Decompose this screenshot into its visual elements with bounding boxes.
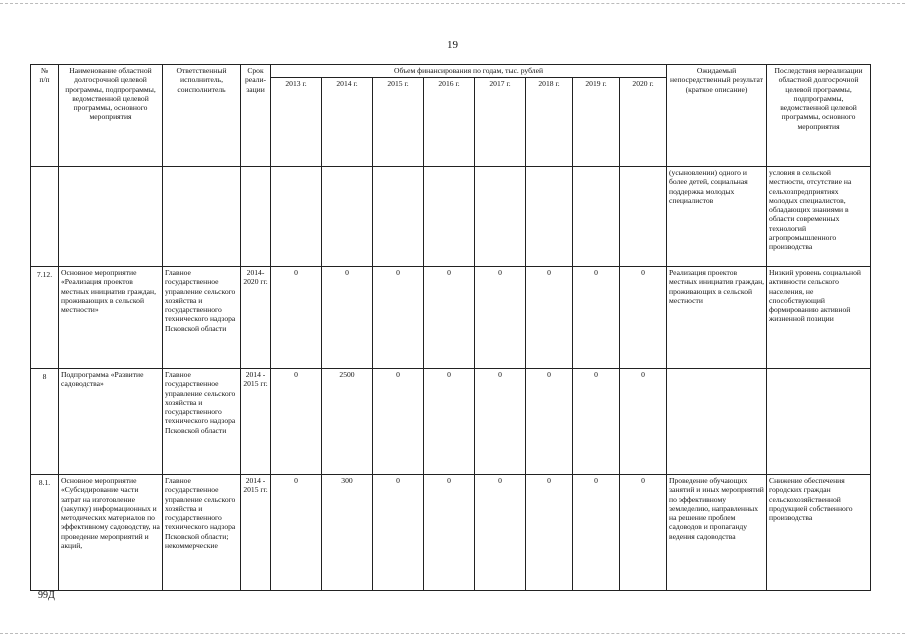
- header-term: Срок реали-зации: [241, 65, 271, 167]
- header-year: 2017 г.: [475, 78, 526, 167]
- row-value: 0: [271, 369, 322, 475]
- row-name: [59, 167, 163, 267]
- row-consequence: Низкий уровень социальной активности сельского населения, не способствующий формированию активной жизненной позиции: [767, 267, 871, 369]
- row-consequence: [767, 369, 871, 475]
- row-value: 0: [373, 267, 424, 369]
- row-value: 0: [373, 475, 424, 591]
- row-value: 0: [573, 475, 620, 591]
- row-value: 0: [620, 369, 667, 475]
- row-number: 8.1.: [31, 475, 59, 591]
- row-value: [373, 167, 424, 267]
- row-value: 0: [424, 475, 475, 591]
- table-row: [31, 267, 871, 369]
- row-result: (усыновлении) одного и более детей, социальная поддержка молодых специалистов: [667, 167, 767, 267]
- row-value: 0: [271, 267, 322, 369]
- row-value: 0: [573, 369, 620, 475]
- row-number: [31, 167, 59, 267]
- header-year: 2020 г.: [620, 78, 667, 167]
- row-value: [271, 167, 322, 267]
- row-value: 0: [620, 475, 667, 591]
- row-value: [573, 167, 620, 267]
- header-year: 2013 г.: [271, 78, 322, 167]
- row-consequence: условия в сельской местности, отсутствие на сельхозпредприятиях молодых специалистов, обладающих знаниями в области современных технологий агропромышленного производства: [767, 167, 871, 267]
- row-term: 2014 - 2015 гг.: [241, 369, 271, 475]
- table-row: [31, 167, 871, 267]
- financing-table: [30, 64, 871, 591]
- row-consequence: Снижение обеспечения городских граждан сельскохозяйственной продукцией собственного производства: [767, 475, 871, 591]
- row-term: 2014 - 2015 гг.: [241, 475, 271, 591]
- header-num: № п/п: [31, 65, 59, 167]
- row-term: 2014-2020 гг.: [241, 267, 271, 369]
- row-value: 0: [424, 267, 475, 369]
- row-value: 0: [526, 267, 573, 369]
- header-name: Наименование областной долгосрочной целевой программы, подпрограммы, ведомственной целевой программы, основного мероприятия: [59, 65, 163, 167]
- row-value: 300: [322, 475, 373, 591]
- row-value: 0: [526, 475, 573, 591]
- row-name: Подпрограмма «Развитие садоводства»: [59, 369, 163, 475]
- header-year: 2016 г.: [424, 78, 475, 167]
- row-value: [620, 167, 667, 267]
- row-value: 2500: [322, 369, 373, 475]
- row-executor: Главное государственное управление сельского хозяйства и государственного технического надзора Псковской области: [163, 267, 241, 369]
- row-value: 0: [424, 369, 475, 475]
- footer-code: 99Д: [38, 590, 55, 601]
- table-row: [31, 369, 871, 475]
- scan-edge-top: [0, 3, 905, 4]
- row-value: 0: [620, 267, 667, 369]
- row-name: Основное мероприятие «Реализация проектов местных инициатив граждан, проживающих в сельской местности»: [59, 267, 163, 369]
- header-year: 2015 г.: [373, 78, 424, 167]
- table-row: [31, 475, 871, 591]
- row-value: 0: [475, 369, 526, 475]
- row-result: Реализация проектов местных инициатив граждан, проживающих в сельской местности: [667, 267, 767, 369]
- row-value: [526, 167, 573, 267]
- row-executor: [163, 167, 241, 267]
- header-row-1: [31, 65, 871, 78]
- row-result: Проведение обучающих занятий и иных мероприятий по эффективному земледелию, направленных на решение проблем садоводов и пропаганду ведения садоводства: [667, 475, 767, 591]
- row-value: 0: [373, 369, 424, 475]
- header-consequence: Последствия нереализации областной долгосрочной целевой программы, подпрограммы, ведомственной целевой программы, основного мероприятия: [767, 65, 871, 167]
- row-value: 0: [271, 475, 322, 591]
- scan-edge-bottom: [0, 633, 905, 634]
- row-value: 0: [322, 267, 373, 369]
- row-number: 7.12.: [31, 267, 59, 369]
- row-number: 8: [31, 369, 59, 475]
- row-value: 0: [526, 369, 573, 475]
- header-funding: Объем финансирования по годам, тыс. рублей: [271, 65, 667, 78]
- header-year: 2019 г.: [573, 78, 620, 167]
- row-value: [424, 167, 475, 267]
- row-term: [241, 167, 271, 267]
- row-executor: Главное государственное управление сельского хозяйства и государственного технического надзора Псковской области; некоммерческие: [163, 475, 241, 591]
- row-executor: Главное государственное управление сельского хозяйства и государственного технического надзора Псковской области: [163, 369, 241, 475]
- header-result: Ожидаемый непосредственный результат (краткое описание): [667, 65, 767, 167]
- header-executor: Ответственный исполнитель, соисполнитель: [163, 65, 241, 167]
- page-number: 19: [447, 39, 458, 51]
- row-value: 0: [475, 475, 526, 591]
- row-result: [667, 369, 767, 475]
- row-value: 0: [475, 267, 526, 369]
- row-value: 0: [573, 267, 620, 369]
- row-value: [475, 167, 526, 267]
- header-year: 2014 г.: [322, 78, 373, 167]
- row-value: [322, 167, 373, 267]
- header-year: 2018 г.: [526, 78, 573, 167]
- row-name: Основное мероприятие «Субсидирование части затрат на изготовление (закупку) информационных и методических материалов по эффективному садоводству, на проведение мероприятий и акций,: [59, 475, 163, 591]
